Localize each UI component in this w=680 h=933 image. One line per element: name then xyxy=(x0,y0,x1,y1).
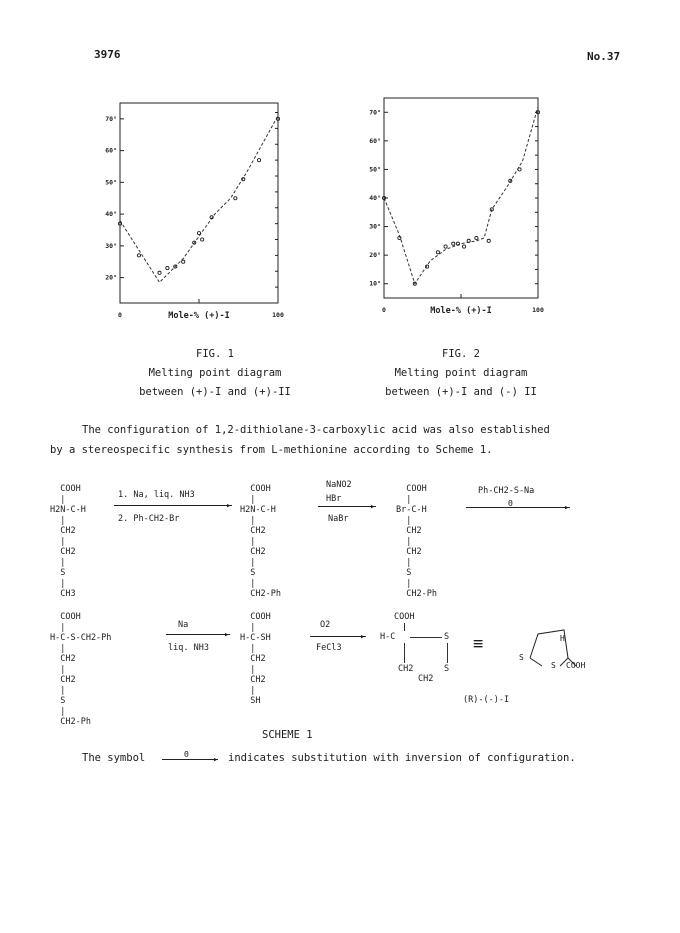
data-point xyxy=(444,245,447,248)
y-tick-label: 60° xyxy=(369,136,381,145)
ring-cooh: COOH xyxy=(566,661,586,670)
fitted-curve xyxy=(120,116,278,283)
m4-line-9: | xyxy=(50,706,66,717)
data-point xyxy=(398,236,401,239)
figure-1-caption xyxy=(110,345,320,402)
m5-line-4: CH2 xyxy=(240,654,266,664)
m1-line-9: | xyxy=(50,578,66,589)
m1-line-3: | xyxy=(50,515,66,526)
footnote-arrowhead: ▸ xyxy=(213,755,219,765)
bond-left xyxy=(404,643,405,663)
compound-dithiol xyxy=(240,612,271,707)
y-tick-label: 20° xyxy=(369,251,381,260)
y-tick-label: 40° xyxy=(369,194,381,202)
m4-line-8: S xyxy=(50,696,66,706)
reaction-arrow-3 xyxy=(466,507,570,508)
scheme-title: SCHEME 1 xyxy=(262,729,313,741)
m3-line-9: | xyxy=(396,578,412,589)
m5-line-5: | xyxy=(240,664,256,675)
data-point xyxy=(158,271,161,274)
y-tick-label: 60° xyxy=(105,146,117,155)
step-5-reagent-b: FeCl3 xyxy=(316,643,342,653)
m5-line-1: | xyxy=(240,622,256,633)
figure-1-subtitle-line-1: Melting point diagram xyxy=(148,367,282,379)
data-point xyxy=(462,245,465,248)
step-2-reagent-b: HBr xyxy=(326,494,342,504)
x-axis-label: Mole-% (+)-I xyxy=(430,306,492,316)
m1-line-7: | xyxy=(50,557,66,568)
figure-2-subtitle-line-2: between (+)-I and (-) II xyxy=(385,386,537,398)
m5-line-2: H-C-SH xyxy=(240,633,271,643)
step-4-reagent-a: Na xyxy=(178,620,189,630)
step-2-reagent-a: NaNO2 xyxy=(326,480,352,490)
y-tick-label: 70° xyxy=(105,114,117,123)
m5-line-7: | xyxy=(240,685,256,696)
inversion-mark-2: Θ xyxy=(184,750,189,759)
m2-line-5: | xyxy=(240,536,256,547)
m4-line-2: H-C-S-CH2-Ph xyxy=(50,633,112,643)
m3-line-8: S xyxy=(396,568,412,578)
m1-line-2: H2N-C-H xyxy=(50,505,86,515)
m2-line-9: | xyxy=(240,578,256,589)
step-3-reagent: Ph-CH2-S-Na xyxy=(478,486,535,496)
x-tick-label: 100 xyxy=(272,311,284,319)
product-hc: H-C xyxy=(380,632,396,642)
data-point xyxy=(518,168,521,171)
footnote-arrow xyxy=(162,759,218,760)
ring-h: H xyxy=(560,634,565,643)
m4-line-5: | xyxy=(50,664,66,675)
product-cooh: COOH xyxy=(394,612,415,622)
data-point xyxy=(182,260,185,263)
step-1-reagent-a: 1. Na, liq. NH3 xyxy=(118,490,195,500)
m3-line-2: Br-C-H xyxy=(396,505,427,515)
reaction-arrow-1 xyxy=(114,505,232,506)
y-tick-label: 10° xyxy=(369,279,381,288)
m4-line-3: | xyxy=(50,643,66,654)
m2-line-10: CH2-Ph xyxy=(240,589,281,599)
m3-line-5: | xyxy=(396,536,412,547)
bond-c-s xyxy=(410,637,442,638)
m5-line-0: COOH xyxy=(240,612,271,622)
reaction-arrow-4 xyxy=(166,634,230,635)
figure-2-chart xyxy=(360,90,560,325)
y-tick-label: 50° xyxy=(369,165,381,174)
m3-line-0: COOH xyxy=(396,484,427,494)
m1-line-1: | xyxy=(50,494,66,505)
ring-s-right: S xyxy=(551,661,556,670)
figure-2-caption xyxy=(356,345,566,402)
m1-line-4: CH2 xyxy=(50,526,76,536)
product-label: (R)-(-)-I xyxy=(463,695,510,705)
figure-2-subtitle-line-1: Melting point diagram xyxy=(394,367,528,379)
m1-line-10: CH3 xyxy=(50,589,76,599)
fitted-curve xyxy=(384,107,538,284)
y-tick-label: 30° xyxy=(369,222,381,231)
m2-line-8: S xyxy=(240,568,256,578)
equivalence-sign: ≡ xyxy=(473,634,484,654)
y-tick-label: 20° xyxy=(105,273,117,282)
figure-1-subtitle-line-2: between (+)-I and (+)-II xyxy=(139,386,291,398)
m3-line-6: CH2 xyxy=(396,547,422,557)
x-tick-label: 0 xyxy=(118,311,122,319)
paragraph-line-1: The configuration of 1,2-dithiolane-3-carboxylic acid was also established xyxy=(82,424,550,436)
m1-line-5: | xyxy=(50,536,66,547)
dithiolane-ring-drawing xyxy=(516,620,608,680)
data-point xyxy=(137,254,140,257)
m2-line-7: | xyxy=(240,557,256,568)
x-axis-label: Mole-% (+)-I xyxy=(168,311,230,321)
m2-line-4: CH2 xyxy=(240,526,266,536)
m4-line-0: COOH xyxy=(50,612,81,622)
m4-line-7: | xyxy=(50,685,66,696)
m3-line-1: | xyxy=(396,494,412,505)
y-tick-label: 50° xyxy=(105,178,117,187)
y-tick-label: 40° xyxy=(105,210,117,219)
data-point xyxy=(197,232,200,235)
m2-line-3: | xyxy=(240,515,256,526)
m1-line-0: COOH xyxy=(50,484,81,494)
compound-bromo-acid xyxy=(396,484,437,600)
m3-line-10: CH2-Ph xyxy=(396,589,437,599)
m3-line-4: CH2 xyxy=(396,526,422,536)
m2-line-2: H2N-C-H xyxy=(240,505,276,515)
inversion-mark-1: Θ xyxy=(508,499,513,508)
data-point xyxy=(166,266,169,269)
plot-frame xyxy=(120,103,278,303)
compound-s-benzyl-cysteine xyxy=(240,484,281,600)
product-s-bottom: S xyxy=(444,664,450,674)
x-tick-label: 100 xyxy=(532,306,544,314)
data-point xyxy=(475,236,478,239)
m2-line-0: COOH xyxy=(240,484,271,494)
m5-line-6: CH2 xyxy=(240,675,266,685)
step-2-reagent-c: NaBr xyxy=(328,514,349,524)
product-dithiolane-structure xyxy=(372,612,462,692)
product-ch2-bottom: CH2 xyxy=(418,674,434,684)
ring-s-left: S xyxy=(519,653,524,662)
reaction-arrow-2 xyxy=(318,506,376,507)
x-tick-label: 0 xyxy=(382,306,386,314)
figure-1-chart xyxy=(100,95,300,325)
m5-line-8: SH xyxy=(240,696,261,706)
step-4-reagent-b: liq. NH3 xyxy=(168,643,209,653)
y-tick-label: 70° xyxy=(369,108,381,117)
figure-2-title: FIG. 2 xyxy=(442,348,480,360)
bond-right xyxy=(447,643,448,663)
m3-line-7: | xyxy=(396,557,412,568)
arrowhead-1: ▸ xyxy=(226,501,232,511)
arrowhead-2: ▸ xyxy=(370,502,376,512)
m4-line-10: CH2-Ph xyxy=(50,717,91,727)
m4-line-1: | xyxy=(50,622,66,633)
m4-line-4: CH2 xyxy=(50,654,76,664)
m1-line-6: CH2 xyxy=(50,547,76,557)
compound-l-methionine xyxy=(50,484,86,600)
page-number: 3976 xyxy=(94,48,121,61)
step-1-reagent-b: 2. Ph-CH2-Br xyxy=(118,514,180,524)
data-point xyxy=(201,238,204,241)
product-ch2-left: CH2 xyxy=(398,664,414,674)
footnote-prefix: The symbol xyxy=(82,752,146,764)
data-point xyxy=(452,242,455,245)
m5-line-3: | xyxy=(240,643,256,654)
m4-line-6: CH2 xyxy=(50,675,76,685)
arrowhead-5: ▸ xyxy=(360,632,366,642)
arrowhead-3: ▸ xyxy=(564,503,570,513)
m2-line-6: CH2 xyxy=(240,547,266,557)
plot-frame xyxy=(384,98,538,298)
y-tick-label: 30° xyxy=(105,241,117,250)
figure-1-title: FIG. 1 xyxy=(196,348,234,360)
reaction-arrow-5 xyxy=(310,636,366,637)
product-s-top: S xyxy=(444,632,450,642)
compound-dibenzyl xyxy=(50,612,111,728)
data-point xyxy=(257,159,260,162)
m1-line-8: S xyxy=(50,568,66,578)
step-5-reagent-a: O2 xyxy=(320,620,331,630)
paragraph-line-2: by a stereospecific synthesis from L-methionine according to Scheme 1. xyxy=(50,444,493,456)
m2-line-1: | xyxy=(240,494,256,505)
bond-vertical xyxy=(404,623,405,631)
issue-number: No.37 xyxy=(587,50,621,63)
footnote-text: indicates substitution with inversion of configuration. xyxy=(228,752,576,764)
m3-line-3: | xyxy=(396,515,412,526)
arrowhead-4: ▸ xyxy=(224,630,230,640)
data-point xyxy=(487,239,490,242)
data-point xyxy=(436,251,439,254)
data-point xyxy=(234,197,237,200)
